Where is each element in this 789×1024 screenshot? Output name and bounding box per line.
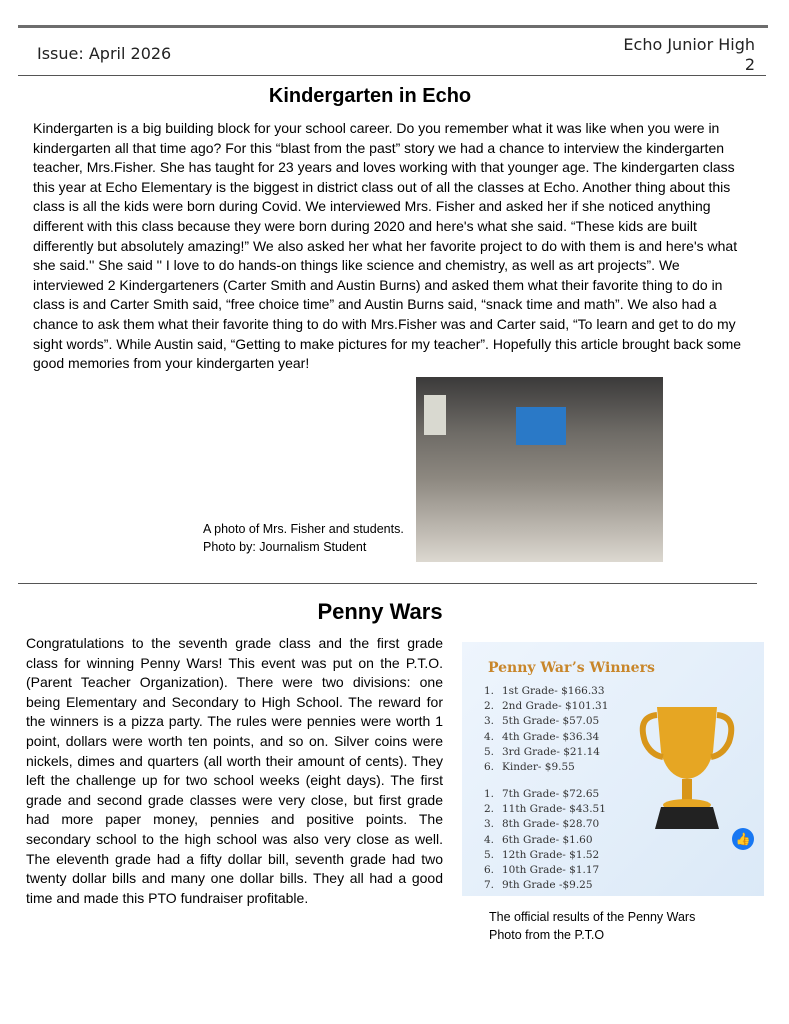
- grade-amount: 6th Grade- $1.60: [502, 833, 593, 846]
- kindergarten-title: Kindergarten in Echo: [268, 85, 472, 107]
- grade-amount: Kinder- $9.55: [502, 761, 575, 774]
- penny-wars-results-image: [462, 642, 764, 896]
- grade-amount: 10th Grade- $1.17: [502, 864, 600, 877]
- grade-amount: 12th Grade- $1.52: [502, 848, 600, 861]
- rank: 5.: [484, 848, 495, 861]
- elementary-results: [484, 684, 608, 775]
- result-item: [484, 760, 608, 775]
- grade-amount: 9th Grade -$9.25: [502, 879, 593, 892]
- grade-amount: 2nd Grade- $101.31: [502, 700, 609, 713]
- issue-date: Issue: April 2026: [37, 44, 172, 63]
- rank: 3.: [484, 818, 495, 831]
- caption-line: A photo of Mrs. Fisher and students.: [203, 522, 404, 536]
- rank: 3.: [484, 715, 495, 728]
- result-item: [484, 699, 608, 714]
- rank: 1.: [484, 788, 495, 800]
- caption-line: The official results of the Penny Wars: [489, 910, 696, 924]
- rank: 6.: [484, 864, 495, 877]
- result-item: [484, 833, 606, 848]
- penny-wars-caption: [489, 908, 695, 944]
- result-item: [484, 684, 608, 699]
- section-divider: [18, 583, 757, 584]
- caption-credit: Photo by: Journalism Student: [203, 540, 367, 554]
- result-item: [484, 878, 606, 893]
- result-item: [484, 787, 606, 802]
- like-icon: 👍: [732, 828, 754, 850]
- school-header: [623, 35, 755, 75]
- grade-amount: 1st Grade- $166.33: [502, 685, 605, 697]
- rank: 1.: [484, 685, 495, 697]
- classroom-photo-caption: [203, 520, 404, 556]
- grade-amount: 3rd Grade- $21.14: [502, 745, 600, 758]
- projector-screen: [516, 407, 566, 445]
- page-number: 2: [744, 55, 755, 74]
- result-item: [484, 730, 608, 745]
- grade-amount: 4th Grade- $36.34: [502, 730, 600, 743]
- grade-amount: 7th Grade- $72.65: [502, 788, 600, 800]
- grade-amount: 5th Grade- $57.05: [502, 715, 600, 728]
- rank: 7.: [484, 879, 495, 892]
- result-item: [484, 745, 608, 760]
- grade-amount: 11th Grade- $43.51: [502, 803, 606, 816]
- secondary-results: [484, 787, 606, 893]
- school-name: Echo Junior High: [623, 35, 755, 54]
- rank: 4.: [484, 730, 495, 743]
- result-item: [484, 802, 606, 817]
- grade-amount: 8th Grade- $28.70: [502, 818, 600, 831]
- rank: 4.: [484, 833, 495, 846]
- trophy-icon: [637, 697, 737, 837]
- penny-wars-article: Congratulations to the seventh grade class and the first grade class for winning Penny Wars! This event was put on the P.T.O. (Parent Teacher Organization). There were two divisions: one being Elementary and Secondary to High School. The reward for the winners is a pizza party. The rules were pennies were worth 1 point, dollars were worth ten points, and so on. Silver coins were nickels, dimes and quarters (all worth their amount of cents). They left the challenge up for two school weeks (eight days). The first grade and second grade classes were very close, but first grade had more paper money, pennies and positive points. The secondary school to the high school was also very close as well. The eleventh grade had a fifty dollar bill, seventh grade had two twenty dollar bills and many one dollar bills. They all had a good time and made this PTO fundraiser profitable.: [26, 635, 443, 906]
- result-item: [484, 848, 606, 863]
- result-item: [484, 863, 606, 878]
- rank: 2.: [484, 803, 495, 816]
- rank: 6.: [484, 761, 495, 774]
- rank: 5.: [484, 745, 495, 758]
- result-item: [484, 714, 608, 729]
- results-title: Penny War’s Winners: [488, 660, 655, 676]
- kindergarten-article: Kindergarten is a big building block for your school career. Do you remember what it was like when you were in kindergarten all that time ago? For this “blast from the past” story we had a chance to interview the kindergarten teacher, Mrs.Fisher. She has taught for 23 years and loves working with that younger age. The kindergarten class this year at Echo Elementary is the biggest in district class out of all the classes at Echo. Another thing about this class is all the kids were born during Covid. We interviewed Mrs. Fisher and asked her if she noticed anything different with this class because they were born during 2020 and here's what she said. “These kids are built differently but absolutely amazing!” We also asked her what her favorite project to do with them is and here's what she said.'' She said '' I love to do hands-on things like science and chemistry, as well as art projects”. We interviewed 2 Kindergarteners (Carter Smith and Austin Burns) and asked them what their favorite thing to do in class is and Carter Smith said, “free choice time” and Austin Burns said, “snack time and math”. We also had a chance to ask them what their favorite thing to do with Mrs.Fisher was and Carter said, “To learn and get to do my sight words”. While Austin said, “Getting to make pictures for my teacher”. Hopefully this article brought back some good memories from your kindergarten year!: [33, 120, 742, 372]
- result-item: [484, 817, 606, 832]
- classroom-photo: [416, 377, 663, 562]
- caption-credit: Photo from the P.T.O: [489, 928, 605, 942]
- penny-wars-title: Penny Wars: [317, 599, 443, 624]
- header-rule: [18, 75, 766, 76]
- top-rule: [18, 25, 768, 28]
- rank: 2.: [484, 700, 495, 713]
- whiteboard: [424, 395, 446, 435]
